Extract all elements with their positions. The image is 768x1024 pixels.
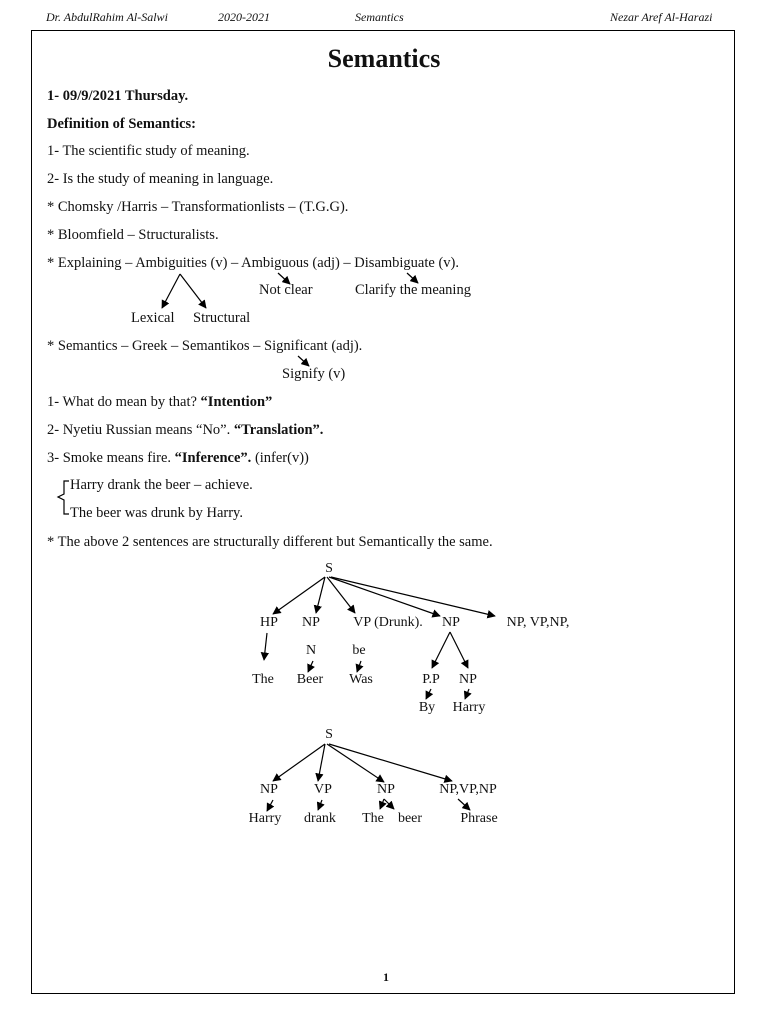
question-3-text: 3- Smoke means fire. [47, 450, 175, 466]
sentence-active: Harry drank the beer – achieve. [70, 477, 253, 493]
definition-heading: Definition of Semantics: [47, 116, 197, 132]
header-year: 2020-2021 [218, 10, 270, 24]
tree1-hp: HP [260, 615, 278, 630]
tree2-edge-beer [384, 799, 394, 809]
lexical-label: Lexical [131, 310, 175, 326]
question-2-text: 2- Nyetiu Russian means “No”. [47, 422, 234, 438]
tree1-vp: VP (Drunk). [353, 615, 423, 630]
tree2-np: NP [260, 782, 278, 797]
tree1-edge-vp [327, 577, 355, 613]
tree2-edge-np-2 [327, 744, 384, 782]
structural-label: Structural [193, 310, 251, 326]
tree1-n: N [305, 643, 317, 658]
question-3-tail: (infer(v)) [251, 450, 309, 466]
semantics-greek-line: * Semantics – Greek – Semantikos – Significant (adj). [47, 338, 363, 354]
tree1-np: NP [302, 615, 320, 630]
header-student: Nezar Aref Al-Harazi [610, 10, 713, 24]
arrow-ambiguous [278, 273, 290, 284]
header-subject: Semantics [355, 10, 404, 24]
explaining-line: * Explaining – Ambiguities (v) – Ambiguous (adj) – Disambiguate (v). [47, 255, 459, 271]
tree2-the: The [362, 811, 384, 826]
tree1-np-2: NP [442, 615, 460, 630]
definition-1: 1- The scientific study of meaning. [47, 143, 250, 159]
question-1-text: 1- What do mean by that? [47, 394, 201, 410]
tree1-edge-np-vp-np [331, 577, 495, 616]
signify-label: Signify (v) [282, 366, 346, 382]
tree1-by: By [418, 700, 436, 715]
question-3-keyword: “Inference”. [174, 450, 252, 466]
tree1-pp: P.P [422, 672, 440, 687]
tree1-edge-the [264, 633, 267, 660]
tree2-edge-vp [318, 744, 325, 781]
tree2-vp: VP [314, 782, 332, 797]
tree2-edge-harry [267, 800, 273, 811]
tree1-edge-pp [432, 632, 450, 668]
tree2-np-vp-np: NP,VP,NP [439, 782, 497, 797]
page-number: 1 [383, 970, 389, 984]
tree2-edge-np-vp-np [329, 744, 452, 781]
tree1-edge-harry [465, 689, 469, 699]
tree2-beer: beer [397, 811, 423, 826]
arrow-lexical [162, 274, 180, 308]
clarify-label: Clarify the meaning [355, 282, 471, 298]
tree1-the: The [252, 672, 274, 687]
tree1-edge-beer [308, 661, 313, 672]
arrow-signify [298, 356, 309, 366]
tree1-edge-np-2 [329, 577, 440, 616]
tree2-np-2: NP [377, 782, 395, 797]
tree2-edge-phrase [458, 799, 470, 810]
tree1-np-vp-np: NP, VP,NP, [506, 615, 570, 630]
chomsky-line: * Chomsky /Harris – Transformationlists – (T.G.G). [47, 199, 349, 215]
comparison-line: * The above 2 sentences are structurally different but Semantically the same. [47, 534, 493, 550]
tree1-was: Was [349, 672, 373, 687]
tree1-edge-by [426, 689, 431, 699]
question-2-keyword: “Translation”. [233, 422, 324, 438]
tree2-phrase: Phrase [460, 811, 498, 826]
bloomfield-line: * Bloomfield – Structuralists. [47, 227, 219, 243]
tree2-edge-the [380, 799, 384, 809]
tree2-edge-drank [318, 800, 322, 810]
tree2-edge-np [273, 744, 325, 781]
tree2-drank: drank [304, 811, 336, 826]
header-author: Dr. AbdulRahim Al-Salwi [46, 10, 168, 24]
tree1-harry: Harry [452, 700, 486, 715]
sentence-passive: The beer was drunk by Harry. [70, 505, 243, 521]
not-clear-label: Not clear [259, 282, 313, 298]
definition-2: 2- Is the study of meaning in language. [47, 171, 274, 187]
tree1-beer: Beer [296, 672, 324, 687]
arrow-structural [180, 274, 206, 308]
sentence-brace [58, 481, 69, 514]
page-title: Semantics [327, 44, 441, 73]
tree1-root: S [325, 561, 333, 576]
tree1-be: be [352, 643, 366, 658]
date-line: 1- 09/9/2021 Thursday. [47, 88, 189, 104]
tree1-np-3: NP [459, 672, 477, 687]
tree2-harry: Harry [248, 811, 282, 826]
tree1-edge-np-3 [450, 632, 468, 668]
tree2-root: S [325, 727, 333, 742]
arrow-disambiguate [407, 273, 418, 283]
tree1-edge-was [357, 661, 361, 672]
question-1-keyword: “Intention” [200, 394, 273, 410]
